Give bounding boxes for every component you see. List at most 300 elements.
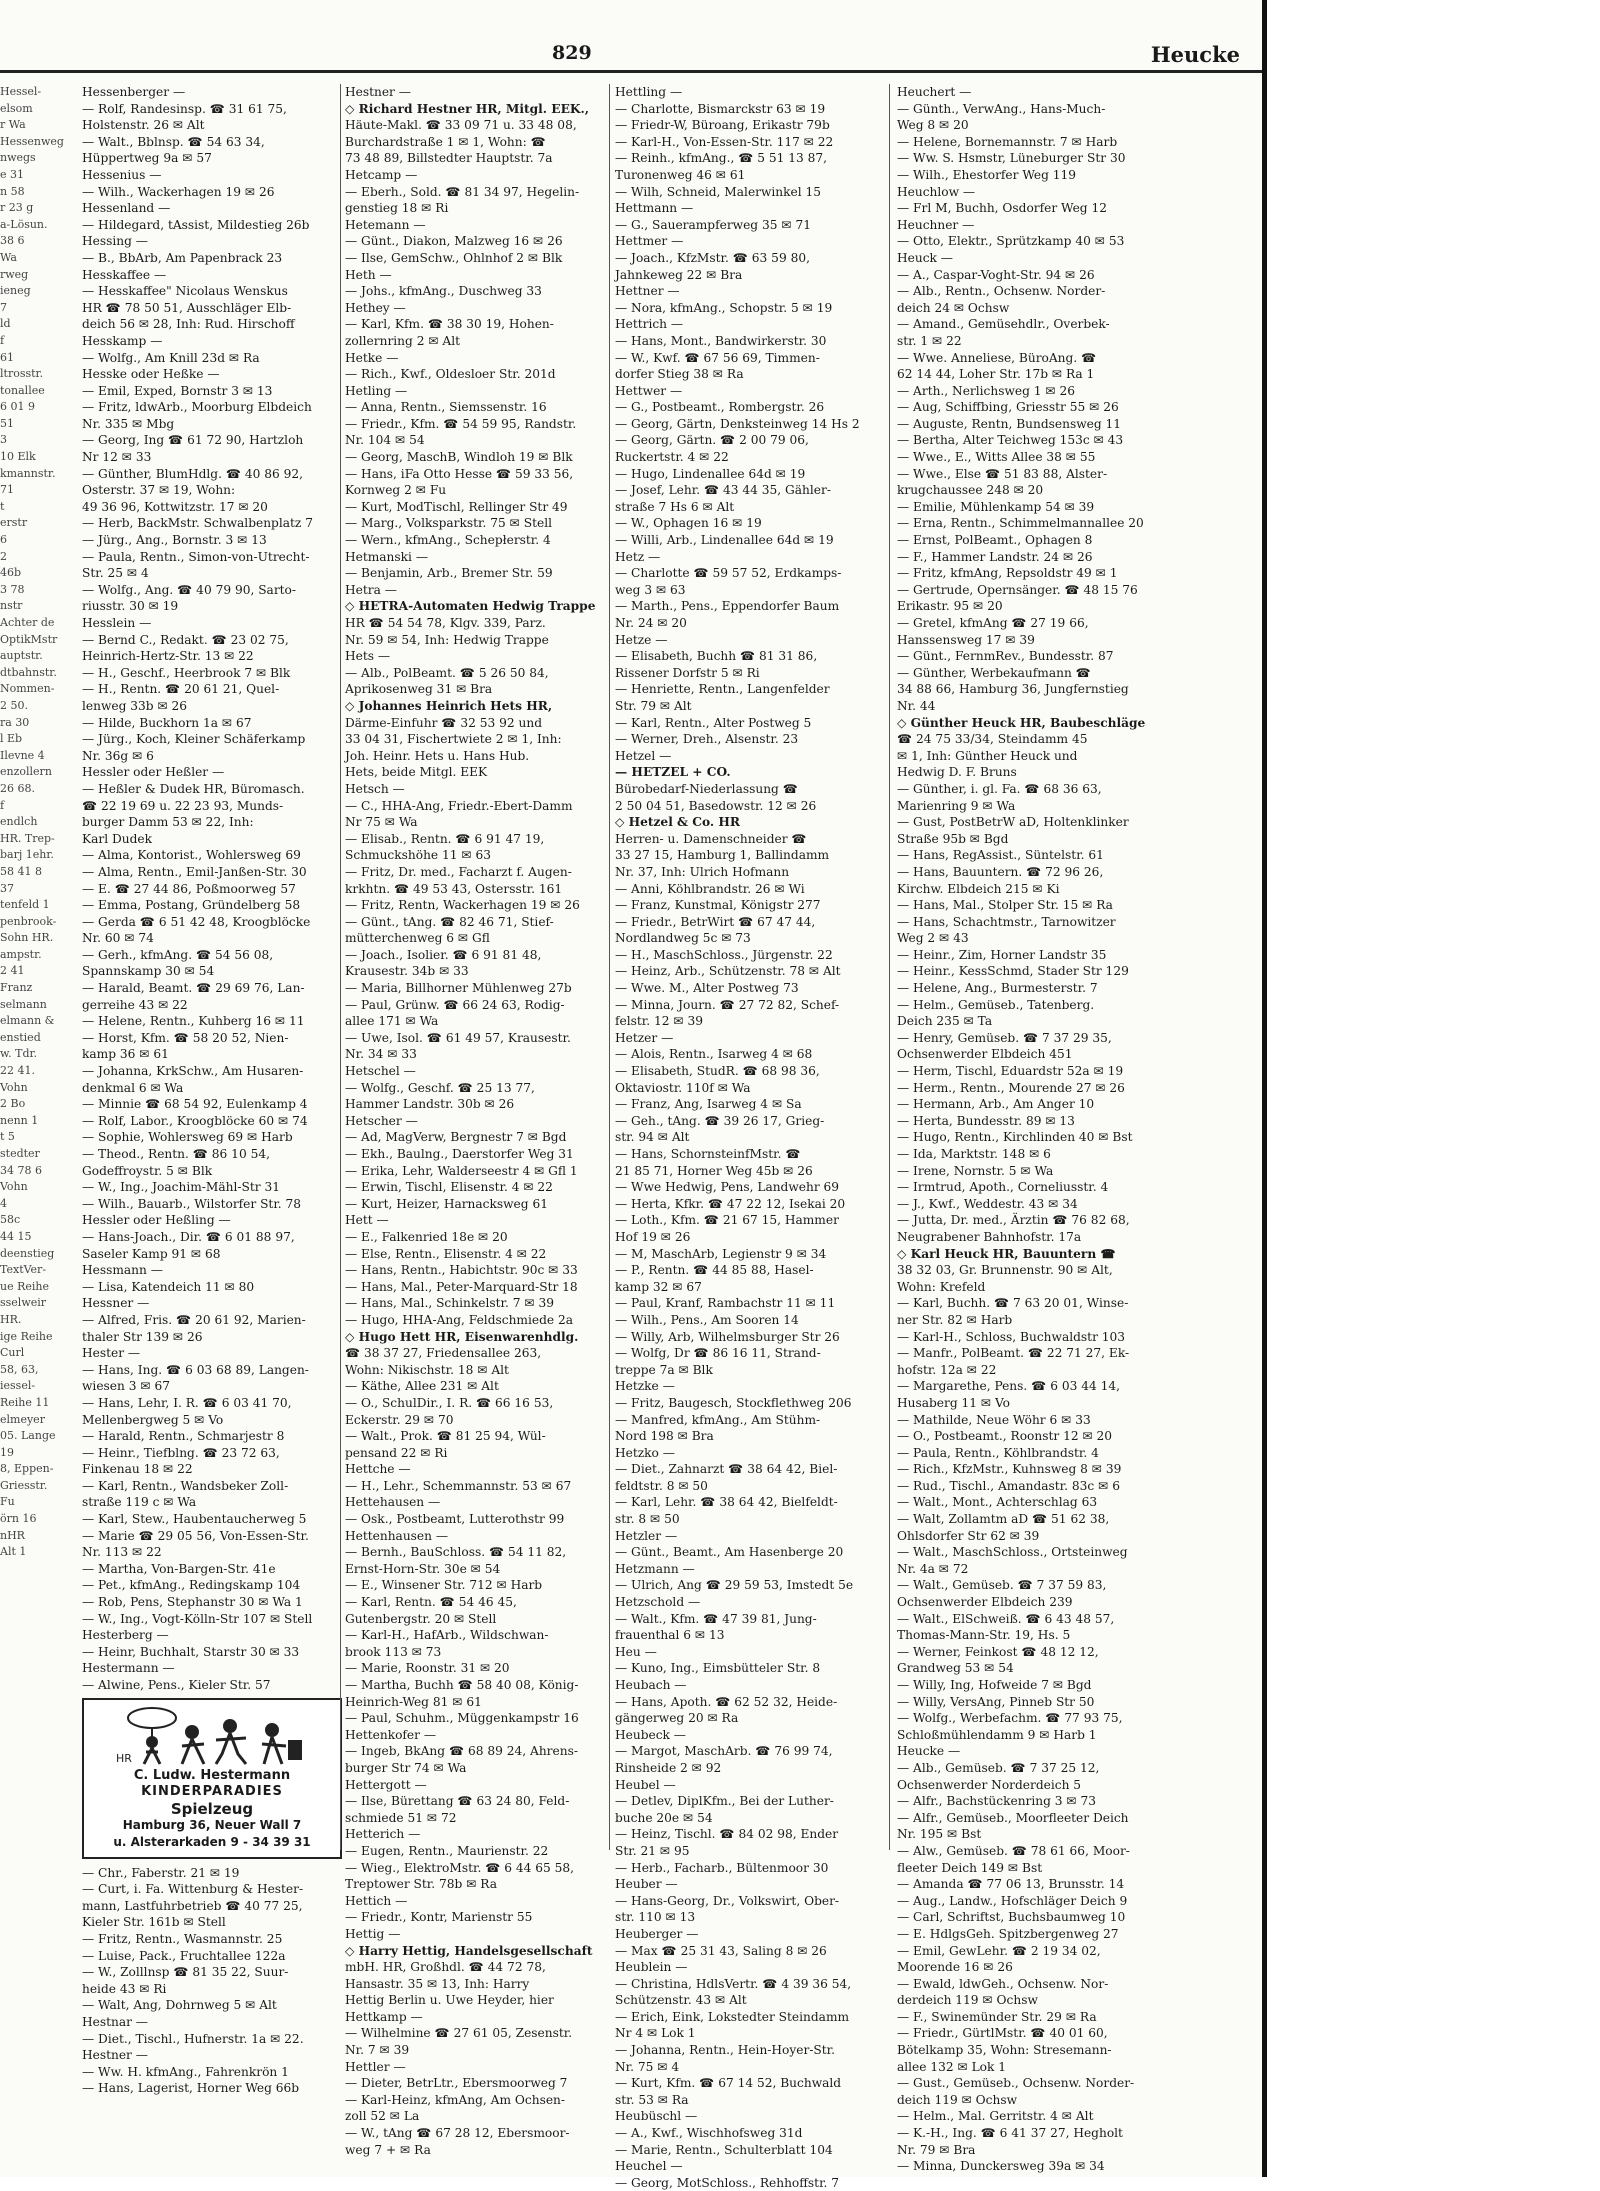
column-1	[82, 84, 342, 2097]
gutter-line: Sohn HR.	[0, 931, 54, 945]
directory-entry: deich 56 ✉ 28, Inh: Rud. Hirschoff	[82, 317, 295, 332]
directory-entry: — Hans, Bauuntern. ☎ 72 96 26,	[897, 864, 1104, 879]
directory-entry: — Hans, SchornsteinfMstr. ☎	[615, 1147, 801, 1161]
gutter-line: n 58	[0, 184, 25, 198]
surname-heading: Hetzel —	[615, 748, 672, 763]
directory-entry: — Günt., Diakon, Malzweg 16 ✉ 26	[345, 234, 563, 249]
directory-entry: — Walt, Zollamtm aD ☎ 51 62 38,	[897, 1512, 1110, 1527]
surname-heading: Hesske oder Heßke —	[82, 367, 220, 382]
directory-entry: genstieg 18 ✉ Ri	[345, 201, 449, 216]
directory-entry: gängerweg 20 ✉ Ra	[615, 1711, 739, 1726]
directory-entry: — Joach., Isolier. ☎ 6 91 81 48,	[345, 947, 542, 962]
surname-heading: Hestnar —	[82, 2014, 148, 2029]
directory-entry: Nr 4 ✉ Lok 1	[615, 2026, 696, 2041]
gutter-line: OptikMstr	[0, 632, 58, 646]
directory-entry: dorfer Stieg 38 ✉ Ra	[615, 367, 744, 382]
gutter-line: 8, Eppen-	[0, 1462, 54, 1476]
gutter-line: 34 78 6	[0, 1163, 42, 1177]
directory-entry: Kieler Str. 161b ✉ Stell	[82, 1915, 226, 1930]
directory-entry: — Paul, Kranf, Rambachstr 11 ✉ 11	[615, 1296, 836, 1311]
directory-entry: mbH. HR, Großhdl. ☎ 44 72 78,	[345, 1960, 546, 1975]
directory-entry: — Hans, Mal., Peter-Marquard-Str 18	[345, 1279, 578, 1294]
directory-entry: — Harald, Rentn., Schmarjestr 8	[82, 1429, 285, 1444]
gutter-line: 58 41 8	[0, 864, 42, 878]
surname-heading: Hesslein —	[82, 616, 152, 630]
surname-heading: Hettig —	[345, 1926, 401, 1941]
directory-entry: Nr. 37, Inh: Ulrich Hofmann	[615, 864, 790, 879]
gutter-line: 7	[0, 300, 7, 314]
directory-entry: weg 3 ✉ 63	[615, 582, 686, 597]
directory-entry: — Gertrude, Opernsänger. ☎ 48 15 76	[897, 582, 1138, 597]
directory-entry: Jahnkeweg 22 ✉ Bra	[615, 267, 743, 282]
gutter-line: 05. Lange	[0, 1429, 56, 1443]
directory-entry: — Jürg., Ang., Bornstr. 3 ✉ 13	[82, 533, 267, 548]
directory-entry: Nr. 335 ✉ Mbg	[82, 416, 175, 431]
surname-heading: Hettenkofer —	[345, 1727, 437, 1742]
directory-entry: — Johs., kfmAng., Duschweg 33	[345, 284, 542, 299]
directory-entry: — Irene, Nornstr. 5 ✉ Wa	[897, 1163, 1054, 1178]
directory-entry: — Alb., Gemüseb. ☎ 7 37 25 12,	[897, 1760, 1100, 1775]
gutter-line: t	[0, 499, 5, 513]
directory-entry: Nr. 195 ✉ Bst	[897, 1827, 982, 1842]
gutter-line: rweg	[0, 267, 29, 281]
directory-entry: felstr. 12 ✉ 39	[615, 1014, 703, 1029]
directory-entry: gerreihe 43 ✉ 22	[82, 997, 188, 1012]
directory-entry: — Friedr., Kfm. ☎ 54 59 95, Randstr.	[345, 416, 577, 431]
gutter-line: ltrosstr.	[0, 367, 44, 381]
directory-entry: — Käthe, Allee 231 ✉ Alt	[345, 1379, 499, 1394]
directory-entry: — Joach., KfzMstr. ☎ 63 59 80,	[615, 250, 810, 265]
directory-entry: — Mathilde, Neue Wöhr 6 ✉ 33	[897, 1412, 1091, 1427]
directory-entry: — Hans, iFa Otto Hesse ☎ 59 33 56,	[345, 466, 574, 481]
directory-entry: Nr. 24 ✉ 20	[615, 616, 687, 630]
surname-heading: Hettrich —	[615, 317, 684, 332]
directory-entry: hofstr. 12a ✉ 22	[897, 1362, 997, 1377]
surname-heading: Hessenius —	[82, 167, 162, 182]
directory-entry: — Hans-Joach., Dir. ☎ 6 01 88 97,	[82, 1229, 295, 1244]
directory-entry: — Hans, Ing. ☎ 6 03 68 89, Langen-	[82, 1362, 309, 1377]
directory-entry: — Karl, Rentn. ☎ 54 46 45,	[345, 1595, 517, 1610]
directory-entry: — H., Lehr., Schemmannstr. 53 ✉ 67	[345, 1478, 572, 1493]
surname-heading: Heuber —	[615, 1877, 678, 1892]
directory-entry: Ochsenwerder Norderdeich 5	[897, 1777, 1082, 1792]
gutter-line: nstr	[0, 599, 23, 613]
directory-entry: — Heinr., Tiefblng. ☎ 23 72 63,	[82, 1445, 280, 1460]
directory-entry: burger Damm 53 ✉ 22, Inh:	[82, 815, 254, 830]
advertisement-box	[82, 1698, 342, 1859]
directory-entry: Krausestr. 34b ✉ 33	[345, 964, 469, 979]
directory-entry: — Herm., Rentn., Mourende 27 ✉ 26	[897, 1080, 1125, 1095]
directory-entry: — Rolf, Labor., Kroogblöcke 60 ✉ 74	[82, 1113, 308, 1128]
directory-entry: Mellenbergweg 5 ✉ Vo	[82, 1412, 224, 1427]
directory-entry: — Else, Rentn., Elisenstr. 4 ✉ 22	[345, 1246, 547, 1261]
directory-entry: — Paul, Schuhm., Müggenkampstr 16	[345, 1711, 579, 1726]
directory-entry: — Osk., Postbeamt, Lutterothstr 99	[345, 1512, 565, 1527]
directory-entry: — Wern., kfmAng., Schepłerstr. 4	[345, 533, 551, 548]
directory-entry: — Frl M, Buchh, Osdorfer Weg 12	[897, 201, 1107, 216]
ad-label: HR	[116, 1751, 132, 1765]
surname-heading: Hestner —	[345, 85, 411, 99]
surname-heading: Hettwer —	[615, 383, 683, 398]
directory-entry: — Minna, Dunckersweg 39a ✉ 34	[897, 2159, 1105, 2174]
directory-entry: str. 110 ✉ 13	[615, 1910, 696, 1925]
directory-entry: — Fritz, Dr. med., Facharzt f. Augen-	[345, 864, 572, 879]
directory-entry: — Georg, MaschB, Windloh 19 ✉ Blk	[345, 450, 573, 465]
directory-entry: Oktaviostr. 110f ✉ Wa	[615, 1080, 751, 1095]
gutter-line: endlch	[0, 815, 38, 829]
directory-entry: — Johanna, KrkSchw., Am Husaren-	[82, 1064, 304, 1079]
gutter-line: 46b	[0, 566, 22, 580]
directory-entry: Därme-Einfuhr ☎ 32 53 92 und	[345, 715, 543, 730]
surname-heading: Hetmanski —	[345, 549, 429, 564]
directory-entry: Saseler Kamp 91 ✉ 68	[82, 1246, 221, 1261]
directory-entry: — Detlev, DiplKfm., Bei der Luther-	[615, 1794, 834, 1809]
directory-entry: — Walt., Kfm. ☎ 47 39 81, Jung-	[615, 1611, 817, 1626]
gutter-line: penbrook-	[0, 914, 57, 928]
directory-entry: zollernring 2 ✉ Alt	[345, 333, 461, 348]
surname-heading: Hetsch —	[345, 781, 405, 796]
directory-entry: Ruckertstr. 4 ✉ 22	[615, 450, 729, 465]
directory-entry: — Reinh., kfmAng., ☎ 5 51 13 87,	[615, 151, 828, 166]
gutter-line: 6 01 9	[0, 400, 35, 414]
gutter-line: nHR	[0, 1528, 25, 1542]
directory-entry: Joh. Heinr. Hets u. Hans Hub.	[345, 748, 530, 763]
ad-company-name: C. Ludw. Hestermann	[133, 1767, 291, 1783]
directory-entry: 21 85 71, Horner Weg 45b ✉ 26	[615, 1163, 813, 1178]
directory-entry: — Wolfg., Werbefachm. ☎ 77 93 75,	[897, 1711, 1123, 1726]
directory-entry: — Friedr., BetrWirt ☎ 67 47 44,	[615, 914, 816, 929]
gutter-line: e 31	[0, 167, 25, 181]
directory-entry: ◇ Harry Hettig, Handelsgesellschaft	[345, 1943, 593, 1958]
surname-heading: Hessing —	[82, 234, 148, 249]
directory-entry: — Erwin, Tischl, Elisenstr. 4 ✉ 22	[345, 1180, 553, 1195]
directory-entry: — Charlotte, Bismarckstr 63 ✉ 19	[615, 101, 826, 116]
directory-entry: Weg 8 ✉ 20	[897, 118, 969, 133]
directory-entry: — Rob, Pens, Stephanstr 30 ✉ Wa 1	[82, 1595, 303, 1610]
header-rule	[0, 70, 1262, 73]
directory-entry: — P., Rentn. ☎ 44 85 88, Hasel-	[615, 1263, 814, 1278]
directory-entry: — Ilse, GemSchw., Ohlnhof 2 ✉ Blk	[345, 250, 563, 265]
directory-entry: — Alma, Rentn., Emil-Janßen-Str. 30	[82, 864, 307, 879]
gutter-line: l Eb	[0, 732, 23, 746]
directory-entry: 2 50 04 51, Basedowstr. 12 ✉ 26	[615, 798, 817, 813]
directory-entry: str. 94 ✉ Alt	[615, 1130, 690, 1145]
gutter-line: barj 1ehr.	[0, 848, 54, 862]
directory-entry: Rinsheide 2 ✉ 92	[615, 1760, 722, 1775]
directory-entry: — Martha, Von-Bargen-Str. 41e	[82, 1561, 276, 1576]
directory-entry: — Franz, Kunstmal, Königstr 277	[615, 898, 821, 913]
directory-entry: — Hans, Mal., Stolper Str. 15 ✉ Ra	[897, 898, 1113, 913]
directory-entry: — Hilde, Buckhorn 1a ✉ 67	[82, 715, 252, 730]
surname-heading: Hetemann —	[345, 217, 426, 232]
directory-entry: — Herb., Facharb., Bültenmoor 30	[615, 1860, 829, 1875]
directory-entry: — Walt., Mont., Achterschlag 63	[897, 1495, 1098, 1510]
surname-heading: Hetze —	[615, 632, 668, 647]
directory-entry: ✉ 1, Inh: Günther Heuck und	[897, 748, 1078, 763]
gutter-line: örn 16	[0, 1512, 37, 1526]
ad-tagline: KINDERPARADIES	[141, 1784, 283, 1800]
directory-entry: — Günther, i. gl. Fa. ☎ 68 36 63,	[897, 781, 1102, 796]
directory-entry: — Wilh., Bauarb., Wilstorfer Str. 78	[82, 1196, 302, 1211]
directory-entry: — Aug., Landw., Hofschläger Deich 9	[897, 1893, 1128, 1908]
gutter-line: 37	[0, 881, 14, 895]
directory-entry: Hanssensweg 17 ✉ 39	[897, 632, 1035, 647]
directory-entry: Deich 235 ✉ Ta	[897, 1014, 993, 1029]
gutter-line: a-Lösun.	[0, 217, 48, 231]
surname-heading: Hessner —	[82, 1296, 150, 1311]
gutter-line: 10 Elk	[0, 450, 36, 464]
directory-entry: — Heßler & Dudek HR, Büromasch.	[82, 781, 305, 796]
directory-entry: — F., Swinemünder Str. 29 ✉ Ra	[897, 2009, 1097, 2024]
directory-entry: Karl Dudek	[82, 831, 152, 846]
directory-entry: — Johanna, Rentn., Hein-Hoyer-Str.	[615, 2043, 836, 2058]
directory-entry: — Heinr, Buchhalt, Starstr 30 ✉ 33	[82, 1644, 300, 1659]
directory-entry: Neugrabener Bahnhofstr. 17a	[897, 1229, 1082, 1244]
gutter-line: HR. Trep-	[0, 831, 55, 845]
directory-entry: — Werner, Dreh., Alsenstr. 23	[615, 732, 799, 747]
directory-entry: — Günther, BlumHdlg. ☎ 40 86 92,	[82, 466, 304, 481]
surname-heading: Hettenhausen —	[345, 1528, 449, 1543]
surname-heading: Hettling —	[615, 85, 683, 99]
directory-entry: — H., Geschf., Heerbrook 7 ✉ Blk	[82, 665, 291, 680]
directory-entry: Finkenau 18 ✉ 22	[82, 1462, 193, 1477]
directory-entry: — Marg., Volksparkstr. 75 ✉ Stell	[345, 516, 553, 531]
directory-entry: Treptower Str. 78b ✉ Ra	[345, 1877, 498, 1892]
surname-heading: Hessenberger —	[82, 85, 186, 99]
gutter-line: Achter de	[0, 616, 55, 629]
directory-entry: Heinrich-Weg 81 ✉ 61	[345, 1694, 482, 1709]
directory-entry: — Chr., Faberstr. 21 ✉ 19	[82, 1865, 240, 1880]
gutter-line: ige Reihe	[0, 1329, 53, 1343]
directory-entry: — Marie, Rentn., Schulterblatt 104	[615, 2142, 833, 2157]
directory-entry: — Franz, Ang, Isarweg 4 ✉ Sa	[615, 1097, 802, 1112]
surname-heading: Hetzschold —	[615, 1595, 701, 1610]
gutter-line: f	[0, 798, 5, 812]
gutter-line: 3 78	[0, 582, 25, 596]
directory-entry: — Martha, Buchh ☎ 58 40 08, König-	[345, 1678, 579, 1692]
surname-heading: Heuberger —	[615, 1926, 699, 1941]
directory-entry: — Alwine, Pens., Kieler Str. 57	[82, 1678, 271, 1692]
surname-heading: Hettche —	[345, 1462, 411, 1477]
surname-heading: Hetke —	[345, 350, 399, 365]
directory-entry: — Wilh., Pens., Am Sooren 14	[615, 1312, 799, 1327]
directory-entry: Bötelkamp 35, Wohn: Stresemann-	[897, 2043, 1112, 2058]
directory-entry: — Max ☎ 25 31 43, Saling 8 ✉ 26	[615, 1943, 827, 1958]
directory-entry: — G., Postbeamt., Rombergstr. 26	[615, 400, 825, 415]
directory-entry: — Hans, Lagerist, Horner Weg 66b	[82, 2081, 300, 2096]
directory-entry: — Benjamin, Arb., Bremer Str. 59	[345, 566, 553, 581]
gutter-line: 2 Bo	[0, 1097, 26, 1111]
directory-entry: — Rich., KfzMstr., Kuhnsweg 8 ✉ 39	[897, 1462, 1122, 1477]
directory-entry: — Ekh., Baulng., Daerstorfer Weg 31	[345, 1147, 574, 1161]
directory-entry: — Wilh., Wackerhagen 19 ✉ 26	[82, 184, 275, 199]
directory-entry: Wohn: Krefeld	[897, 1279, 986, 1294]
directory-entry: Gutenbergstr. 20 ✉ Stell	[345, 1611, 497, 1626]
directory-entry: — Pet., kfmAng., Redingskamp 104	[82, 1578, 301, 1593]
gutter-line: w. Tdr.	[0, 1047, 38, 1061]
directory-entry: — Dieter, BetrLtr., Ebersmoorweg 7	[345, 2076, 568, 2091]
directory-entry: Nr. 4a ✉ 72	[897, 1561, 969, 1576]
surname-heading: Hetzke —	[615, 1379, 675, 1394]
gutter-line: Griesstr.	[0, 1478, 48, 1492]
surname-heading: Hetzmann —	[615, 1561, 695, 1576]
directory-entry: str. 1 ✉ 22	[897, 333, 962, 348]
directory-entry: — Friedr-W, Büroang, Erikastr 79b	[615, 118, 830, 133]
directory-entry: wiesen 3 ✉ 67	[82, 1379, 170, 1394]
directory-entry: Schmuckshöhe 11 ✉ 63	[345, 848, 491, 863]
directory-entry: 33 04 31, Fischertwiete 2 ✉ 1, Inh:	[345, 732, 562, 747]
directory-entry: — Georg, Gärtn. ☎ 2 00 79 06,	[615, 433, 809, 448]
gutter-line: elsom	[0, 101, 33, 115]
directory-entry: — Friedr., GürtlMstr. ☎ 40 01 60,	[897, 2026, 1108, 2041]
directory-entry: — Wilhelmine ☎ 27 61 05, Zesenstr.	[345, 2026, 573, 2041]
directory-entry: Schützenstr. 43 ✉ Alt	[615, 1993, 747, 2008]
directory-entry: — Karl-H., Von-Essen-Str. 117 ✉ 22	[615, 134, 834, 149]
gutter-line: stedter	[0, 1147, 40, 1160]
directory-entry: — Minna, Journ. ☎ 27 72 82, Schef-	[615, 997, 840, 1012]
gutter-line: Franz	[0, 981, 33, 995]
directory-entry: — Walt., Bblnsp. ☎ 54 63 34,	[82, 134, 265, 149]
surname-heading: Hett —	[345, 1213, 389, 1228]
directory-entry: — Irmtrud, Apoth., Corneliusstr. 4	[897, 1180, 1109, 1195]
gutter-line: nwegs	[0, 151, 36, 165]
directory-entry: Straße 95b ✉ Bgd	[897, 831, 1009, 846]
directory-entry: — Heinr., Zim, Horner Landstr 35	[897, 947, 1107, 962]
ad-product: Spielzeug	[170, 1799, 254, 1818]
directory-entry: 62 14 44, Loher Str. 17b ✉ Ra 1	[897, 367, 1095, 382]
gutter-line: elmeyer	[0, 1412, 45, 1426]
directory-entry: ◇ Hugo Hett HR, Eisenwarenhdlg.	[345, 1329, 579, 1344]
gutter-line: Vohn	[0, 1180, 28, 1194]
directory-entry: Kirchw. Elbdeich 215 ✉ Ki	[897, 881, 1060, 896]
directory-entry: allee 171 ✉ Wa	[345, 1014, 439, 1029]
directory-entry: mann, Lastfuhrbetrieb ☎ 40 77 25,	[82, 1898, 303, 1913]
directory-entry: — F., Hammer Landstr. 24 ✉ 26	[897, 549, 1093, 564]
directory-entry: Moorende 16 ✉ 26	[897, 1960, 1013, 1975]
directory-entry: — Aug, Schiffbing, Griesstr 55 ✉ 26	[897, 400, 1119, 415]
page-number: 829	[552, 42, 592, 64]
directory-entry: — Auguste, Rentn, Bundsensweg 11	[897, 416, 1122, 431]
directory-entry: Nordlandweg 5c ✉ 73	[615, 931, 751, 946]
surname-heading: Hettner —	[615, 284, 680, 299]
ad-address-line-1: Hamburg 36, Neuer Wall 7	[122, 1818, 302, 1833]
directory-entry: — Hugo, Rentn., Kirchlinden 40 ✉ Bst	[897, 1130, 1133, 1145]
directory-entry: Herren- u. Damenschneider ☎	[615, 831, 807, 846]
previous-page-gutter	[0, 84, 64, 1561]
directory-entry: — Hans, Schachtmstr., Tarnowitzer	[897, 914, 1116, 929]
directory-entry: — Hans, RegAssist., Süntelstr. 61	[897, 848, 1104, 863]
directory-entry: Nr. 44	[897, 698, 936, 713]
directory-entry: ◇ Hetzel & Co. HR	[615, 815, 741, 830]
directory-entry: str. 8 ✉ 50	[615, 1512, 680, 1527]
gutter-line: Wa	[0, 250, 17, 264]
directory-entry: — Hildegard, tAssist, Mildestieg 26b	[82, 217, 310, 232]
directory-entry: — Karl, Kfm. ☎ 38 30 19, Hohen-	[345, 317, 554, 332]
directory-entry: — Ulrich, Ang ☎ 29 59 53, Imstedt 5e	[615, 1578, 854, 1593]
gutter-line: Alt 1	[0, 1545, 27, 1559]
directory-entry: fleeter Deich 149 ✉ Bst	[897, 1860, 1043, 1875]
directory-entry: — Diet., Zahnarzt ☎ 38 64 42, Biel-	[615, 1462, 838, 1477]
surname-heading: Heuchner —	[897, 217, 975, 232]
directory-entry: — Jutta, Dr. med., Ärztin ☎ 76 82 68,	[897, 1213, 1130, 1228]
directory-entry: — HETZEL + CO.	[615, 765, 731, 780]
directory-entry: — Hugo, HHA-Ang, Feldschmiede 2a	[345, 1312, 574, 1327]
directory-entry: Str. 21 ✉ 95	[615, 1843, 690, 1858]
gutter-line: 2	[0, 549, 7, 563]
directory-entry: — A., Kwf., Wischhofsweg 31d	[615, 2126, 803, 2141]
gutter-line: ampstr.	[0, 947, 42, 961]
directory-entry: — Erika, Lehr, Walderseestr 4 ✉ Gfl 1	[345, 1163, 578, 1178]
gutter-line: iessel-	[0, 1379, 36, 1393]
directory-entry: — Maria, Billhorner Mühlenweg 27b	[345, 981, 572, 996]
directory-entry: — Hans-Georg, Dr., Volkswirt, Ober-	[615, 1893, 840, 1908]
column-divider	[340, 84, 341, 1850]
gutter-line: r 23 g	[0, 201, 34, 215]
directory-entry: — Luise, Pack., Fruchtallee 122a	[82, 1948, 286, 1963]
directory-entry: Str. 25 ✉ 4	[82, 566, 149, 581]
surname-heading: Hetterich —	[345, 1827, 421, 1842]
directory-entry: — Hugo, Lindenallee 64d ✉ 19	[615, 466, 806, 481]
directory-entry: — Fritz, Rentn., Wasmannstr. 25	[82, 1931, 283, 1946]
gutter-line: Fu	[0, 1495, 15, 1509]
directory-entry: Weg 2 ✉ 43	[897, 931, 969, 946]
directory-entry: — J., Kwf., Weddestr. 43 ✉ 34	[897, 1196, 1078, 1211]
directory-entry: 34 88 66, Hamburg 36, Jungfernstieg	[897, 682, 1129, 697]
directory-entry: Nr. 7 ✉ 39	[345, 2043, 410, 2058]
directory-entry: — Loth., Kfm. ☎ 21 67 15, Hammer	[615, 1213, 839, 1228]
surname-heading: Hessenland —	[82, 201, 171, 216]
gutter-line: ld	[0, 317, 11, 331]
directory-entry: Ochsenwerder Elbdeich 451	[897, 1047, 1073, 1062]
directory-entry: zoll 52 ✉ La	[345, 2109, 420, 2124]
directory-entry: Nr. 75 ✉ 4	[615, 2059, 680, 2074]
directory-entry: ◇ HETRA-Automaten Hedwig Trappe	[345, 599, 596, 614]
gutter-line: 4	[0, 1196, 7, 1210]
surname-heading: Hester —	[82, 1346, 141, 1361]
directory-entry: pensand 22 ✉ Ri	[345, 1445, 448, 1460]
directory-entry: — Willy, VersAng, Pinneb Str 50	[897, 1694, 1095, 1709]
directory-entry: thaler Str 139 ✉ 26	[82, 1329, 203, 1344]
directory-entry: — Herta, Bundesstr. 89 ✉ 13	[897, 1113, 1075, 1128]
directory-entry: — Sophie, Wohlersweg 69 ✉ Harb	[82, 1130, 293, 1145]
directory-entry: — G., Sauerampferweg 35 ✉ 71	[615, 217, 811, 232]
directory-entry: — Emil, Exped, Bornstr 3 ✉ 13	[82, 383, 273, 398]
directory-entry: — Harald, Beamt. ☎ 29 69 76, Lan-	[82, 981, 305, 996]
directory-entry: Nord 198 ✉ Bra	[615, 1429, 714, 1444]
directory-entry: — Marth., Pens., Eppendorfer Baum	[615, 599, 840, 614]
gutter-line: f	[0, 333, 5, 347]
directory-entry: — Karl, Rentn., Alter Postweg 5	[615, 715, 812, 730]
directory-entry: deich 119 ✉ Ochsw	[897, 2092, 1018, 2107]
directory-entry: — Alfred, Fris. ☎ 20 61 92, Marien-	[82, 1312, 306, 1327]
directory-entry: — Paula, Rentn., Simon-von-Utrecht-	[82, 549, 310, 564]
gutter-line: auptstr.	[0, 649, 43, 663]
directory-entry: — Alfr., Gemüseb., Moorfleeter Deich	[897, 1810, 1129, 1825]
directory-entry: — Jürg., Koch, Kleiner Schäferkamp	[82, 732, 306, 747]
gutter-line: ue Reihe	[0, 1279, 49, 1293]
directory-entry: Burchardstraße 1 ✉ 1, Wohn: ☎	[345, 134, 546, 149]
directory-entry: — E., Winsener Str. 712 ✉ Harb	[345, 1578, 543, 1593]
gutter-line: ieneg	[0, 284, 31, 298]
directory-entry: — Minnie ☎ 68 54 92, Eulenkamp 4	[82, 1097, 308, 1112]
gutter-line: 22 41.	[0, 1064, 35, 1078]
directory-entry: Wohn: Nikischstr. 18 ✉ Alt	[345, 1362, 509, 1377]
gutter-line: tonallee	[0, 383, 45, 397]
directory-entry: — Curt, i. Fa. Wittenburg & Hester-	[82, 1882, 304, 1897]
directory-entry: — Emilie, Mühlenkamp 54 ✉ 39	[897, 499, 1095, 514]
directory-entry: Nr. 59 ✉ 54, Inh: Hedwig Trappe	[345, 632, 549, 647]
directory-entry: — Walt., MaschSchloss., Ortsteinweg	[897, 1545, 1128, 1560]
